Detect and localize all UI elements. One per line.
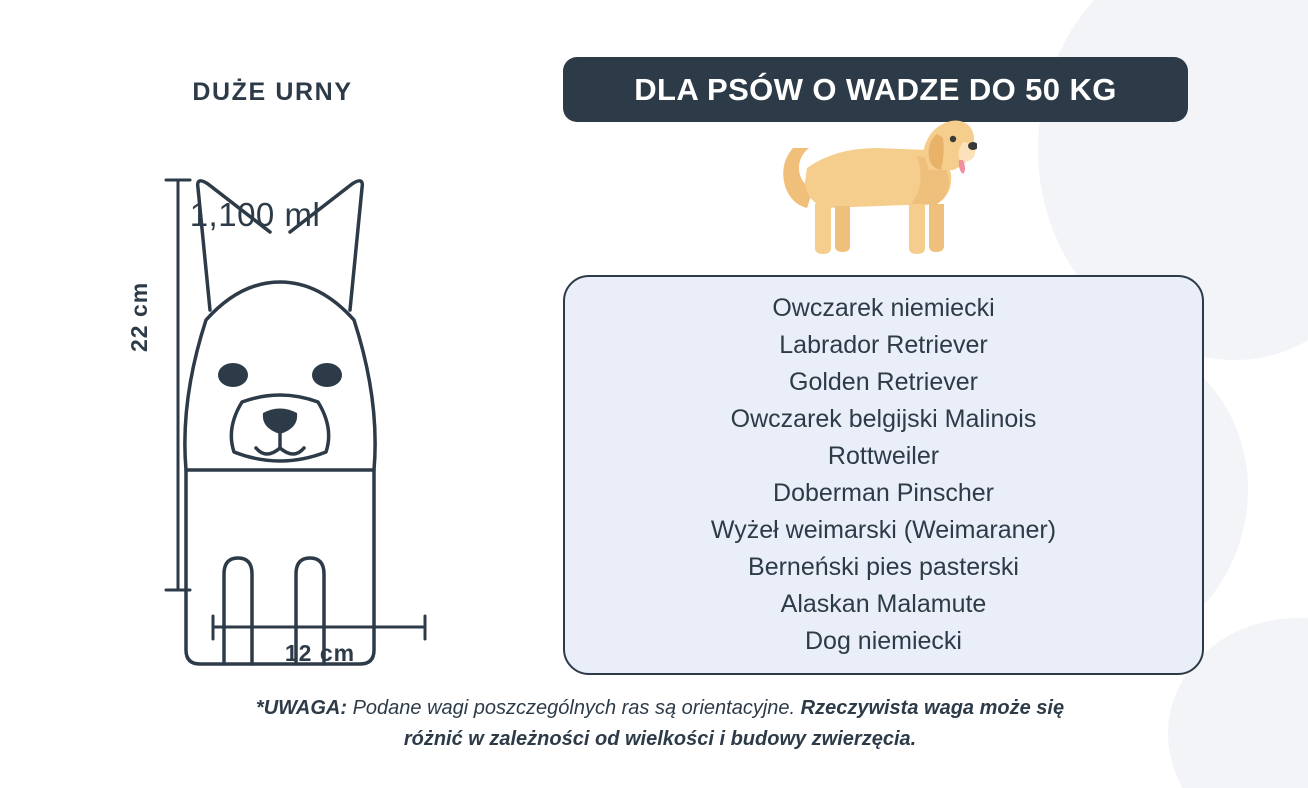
list-item: Doberman Pinscher: [773, 479, 994, 507]
list-item: Labrador Retriever: [779, 331, 988, 359]
footnote-text: Podane wagi poszczególnych ras są orientacyjne.: [347, 697, 801, 719]
urn-height-label: 22 cm: [126, 281, 152, 352]
footnote: [230, 693, 1090, 755]
urn-volume-label: 1,100 ml: [189, 196, 321, 233]
list-item: Dog niemiecki: [804, 627, 962, 655]
breed-panel: [545, 0, 1308, 788]
list-item: Alaskan Malamute: [780, 590, 987, 618]
list-item: Owczarek niemiecki: [772, 294, 995, 322]
footnote-strong: Rzeczywista waga może się różnić w zależności od wielkości i budowy zwierzęcia.: [403, 697, 1065, 750]
list-item: Golden Retriever: [789, 368, 978, 396]
list-item: Wyżeł weimarski (Weimaraner): [710, 516, 1057, 544]
urn-panel: [0, 0, 545, 788]
urn-width-label: 12 cm: [284, 640, 356, 666]
weight-category-header: DLA PSÓW O WADZE DO 50 KG: [563, 57, 1188, 122]
breed-list: [563, 275, 1204, 675]
urn-size-title: DUŻE URNY: [192, 78, 353, 106]
footnote-lead: *UWAGA:: [255, 697, 348, 719]
golden-retriever-icon: [777, 112, 977, 272]
list-item: Berneński pies pasterski: [748, 553, 1019, 581]
list-item: Rottweiler: [827, 442, 940, 470]
list-item: Owczarek belgijski Malinois: [730, 405, 1037, 433]
dimension-lines: [0, 0, 545, 788]
